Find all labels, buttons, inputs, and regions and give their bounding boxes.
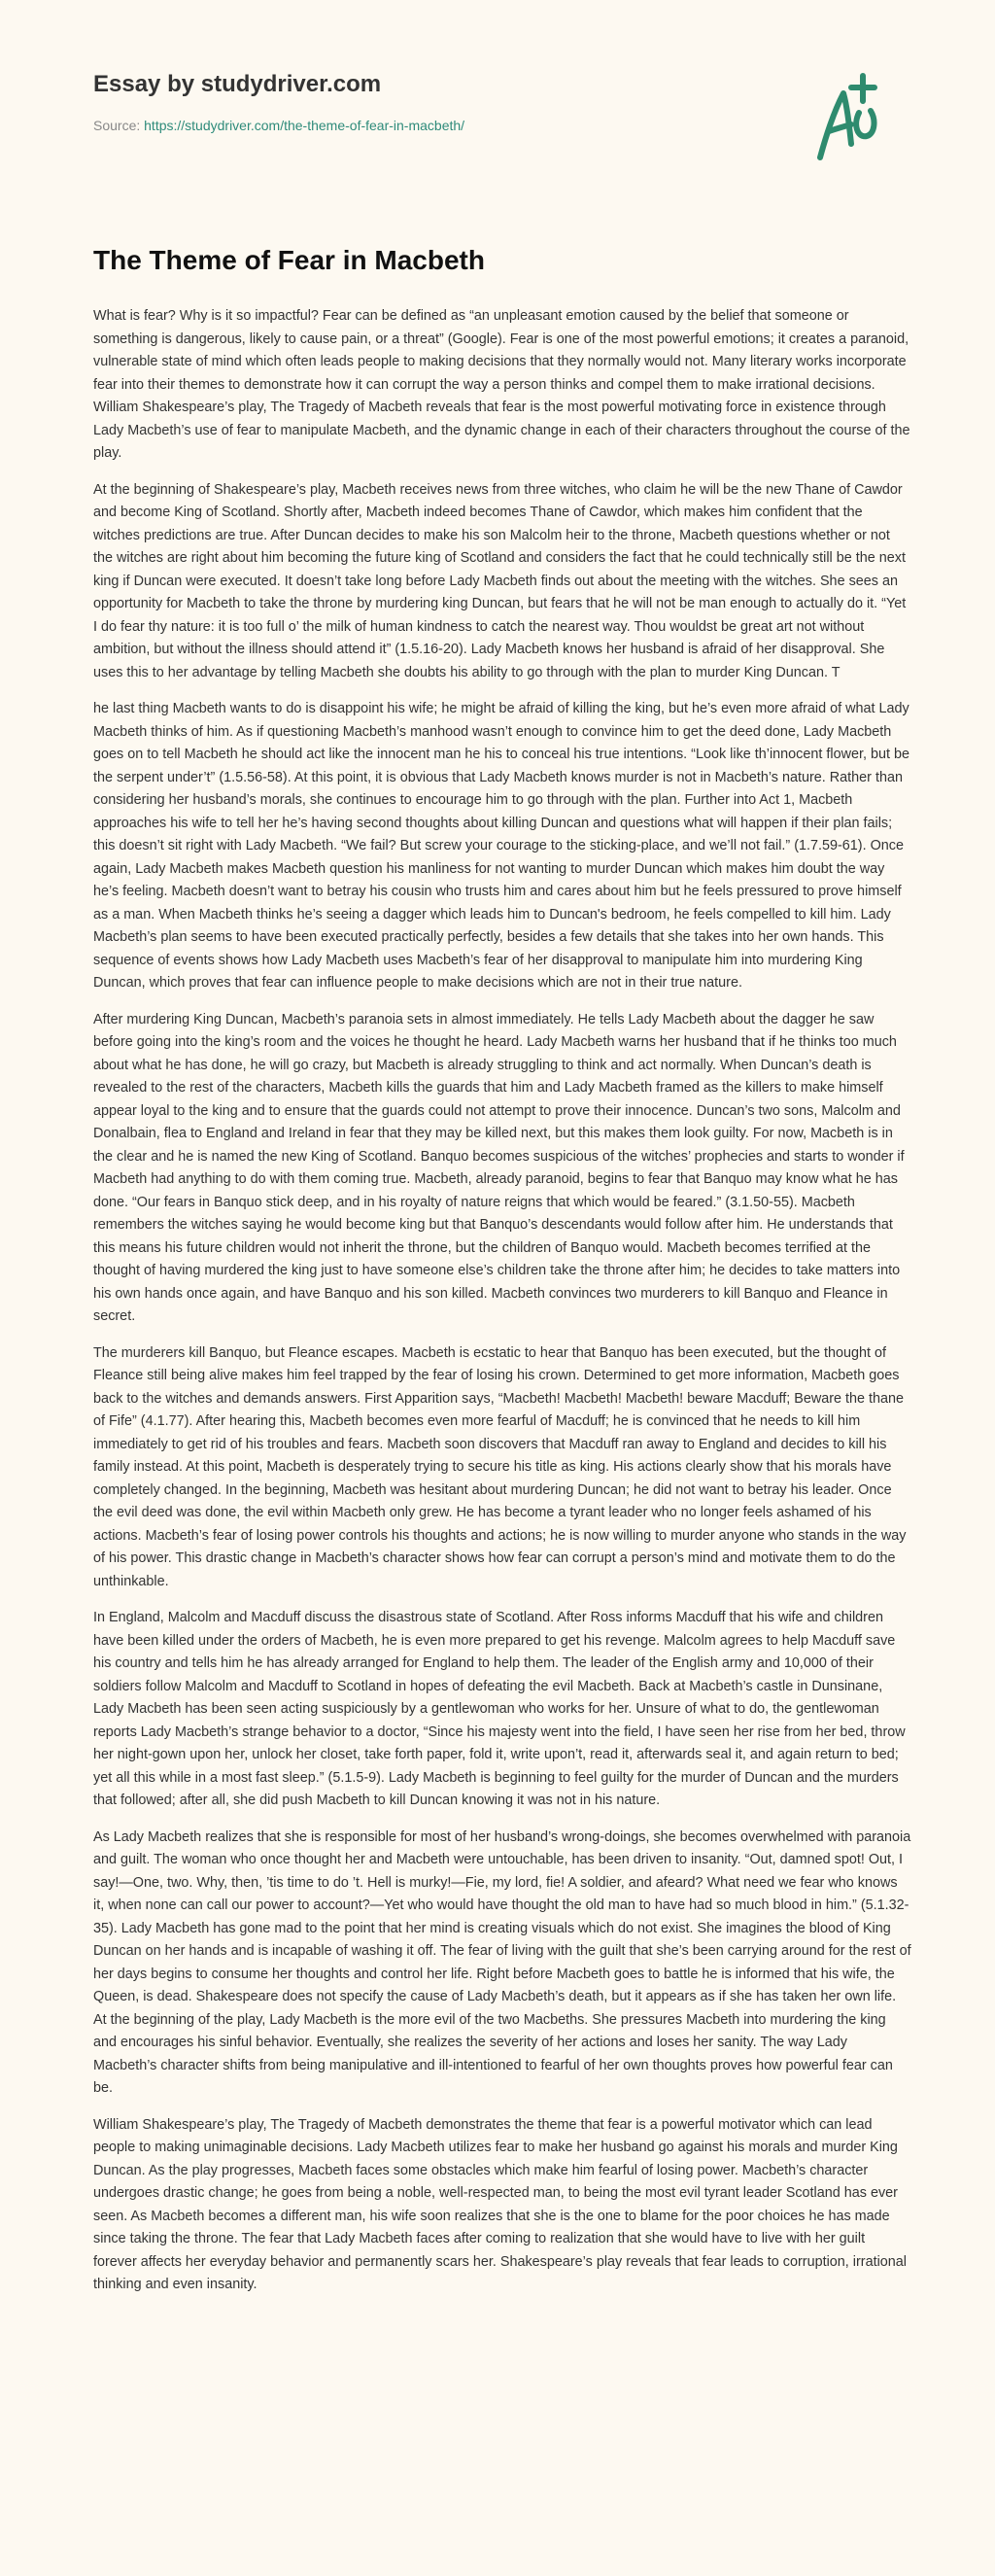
source-link[interactable]: https://studydriver.com/the-theme-of-fear-in-macbeth/ xyxy=(144,118,465,133)
source-label: Source: xyxy=(93,118,145,133)
essay-paragraph: William Shakespeare’s play, The Tragedy of Macbeth demonstrates the theme that fear is a powerful motivator which can lead people to making unimaginable decisions. Lady Macbeth utilizes fear to make her husband go against his morals and murder King Duncan. As the play progresses, Macbeth faces some obstacles which make him fearful of losing power. Macbeth’s character undergoes drastic change; he goes from being a noble, well-respected man, to being the most evil tyrant leader Scotland has ever seen. As Macbeth becomes a different man, his wife soon realizes that she is the one to blame for the poor choices he has made since taking the throne. The fear that Lady Macbeth faces after coming to realization that she would have to live with her guilt forever affects her everyday behavior and permanently scars her. Shakespeare’s play reveals that fear leads to corruption, irrational thinking and even insanity. xyxy=(93,2116,907,2292)
source-line xyxy=(93,118,464,133)
site-title: Essay by studydriver.com xyxy=(93,71,382,97)
essay-paragraph: As Lady Macbeth realizes that she is responsible for most of her husband’s wrong-doings, she becomes overwhelmed with paranoia and guilt. The woman who once thought her and Macbeth were untouchable, has been driven to insanity. “Out, damned spot! Out, I say!—One, two. Why, then, ’tis time to do ’t. Hell is murky!—Fie, my lord, fie! A soldier, and afeard? What need we fear who knows it, when none can call our power to account?—Yet who would have thought the old man to have had so much blood in him.” (5.1.32-35). Lady Macbeth has gone mad to the point that her mind is creating visuals which do not exist. She imagines the blood of King Duncan on her hands and is incapable of washing it off. The fear of living with the guilt that she’s been carrying around for the rest of her days begins to consume her thoughts and control her life. Right before Macbeth goes to battle he is informed that his wife, the Queen, is dead. Shakespeare does not specify the cause of Lady Macbeth’s death, but it appears as if she has taken her own life. At the beginning of the play, Lady Macbeth is the more evil of the two Macbeths. She pressures Macbeth into murdering the king and encourages his sinful behavior. Eventually, she realizes the severity of her actions and loses her sanity. The way Lady Macbeth’s character shifts from being manipulative and ill-intentioned to fearful of her own thoughts proves how powerful fear can be. xyxy=(93,1828,911,2096)
essay-article xyxy=(93,243,911,2311)
essay-paragraph: In England, Malcolm and Macduff discuss the disastrous state of Scotland. After Ross informs Macduff that his wife and children have been killed under the orders of Macbeth, he is even more prepared to get his revenge. Malcolm agrees to help Macduff save his country and tells him he has already arranged for England to help them. The leader of the English army and 10,000 of their soldiers follow Malcolm and Macduff to Scotland in hopes of defeating the evil Macbeth. Back at Macbeth’s castle in Dunsinane, Lady Macbeth has been seen acting suspiciously by a gentlewoman who works for her. Unsure of what to do, the gentlewoman reports Lady Macbeth’s strange behavior to a doctor, “Since his majesty went into the field, I have seen her rise from her bed, throw her night-gown upon her, unlock her closet, take forth paper, fold it, write upon’t, read it, afterwards seal it, and again return to bed; yet all this while in a most fast sleep.” (5.1.5-9). Lady Macbeth is beginning to feel guilty for the murder of Duncan and the murders that followed; after all, she did push Macbeth to kill Duncan knowing it was not in his nature. xyxy=(93,1610,906,1808)
essay-paragraph: What is fear? Why is it so impactful? Fear can be defined as “an unpleasant emotion caused by the belief that someone or something is dangerous, likely to cause pain, or a threat” (Google). Fear is one of the most powerful emotions; it creates a paranoid, vulnerable state of mind which often leads people to making decisions that they normally would not. Many literary works incorporate fear into their themes to demonstrate how it can corrupt the way a person thinks and compel them to make irrational decisions. William Shakespeare’s play, The Tragedy of Macbeth reveals that fear is the most powerful motivating force in existence through Lady Macbeth’s use of fear to manipulate Macbeth, and the dynamic change in each of their characters throughout the course of the play. xyxy=(93,308,910,461)
essay-paragraph: At the beginning of Shakespeare’s play, Macbeth receives news from three witches, who claim he will be the new Thane of Cawdor and become King of Scotland. Shortly after, Macbeth indeed becomes Thane of Cawdor, which makes him confident that the witches predictions are true. After Duncan decides to make his son Malcolm heir to the throne, Macbeth questions whether or not the witches are right about him becoming the future king of Scotland and considers the fact that he could technically still be the next king if Duncan were executed. It doesn’t take long before Lady Macbeth finds out about the meeting with the witches. She sees an opportunity for Macbeth to take the throne by murdering king Duncan, but fears that he will not be man enough to actually do it. “Yet I do fear thy nature: it is too full o’ the milk of human kindness to catch the nearest way. Thou wouldst be great art not without ambition, but without the illness should attend it” (1.5.16-20). Lady Macbeth knows her husband is afraid of her disapproval. She uses this to her advantage by telling Macbeth she doubts his ability to go through with the plan to murder King Duncan. T xyxy=(93,481,907,680)
essay-paragraph: he last thing Macbeth wants to do is disappoint his wife; he might be afraid of killing the king, but he’s even more afraid of what Lady Macbeth thinks of him. As if questioning Macbeth’s manhood wasn’t enough to convince him to get the deed done, Lady Macbeth goes on to tell Macbeth he should act like the innocent man he his to conceal his true intentions. “Look like th’innocent flower, but be the serpent under’t” (1.5.56-58). At this point, it is obvious that Lady Macbeth knows murder is not in Macbeth’s nature. Rather than considering her husband’s morals, she continues to encourage him to go through with the plan. Further into Act 1, Macbeth approaches his wife to tell her he’s having second thoughts about killing Duncan and questions what will happen if their plan fails; this doesn’t sit right with Lady Macbeth. “We fail? But screw your courage to the sticking-place, and we’ll not fail.” (1.7.59-61). Once again, Lady Macbeth makes Macbeth question his manliness for not wanting to murder Duncan which makes him doubt the way he’s feeling. Macbeth doesn’t want to betray his cousin who trusts him and cares about him but he feels pressured to prove himself as a man. When Macbeth thinks he’s seeing a dagger which leads him to Duncan's bedroom, he feels compelled to kill him. Lady Macbeth’s plan seems to have been executed practically perfectly, besides a few details that she takes into her own hands. This sequence of events shows how Lady Macbeth uses Macbeth’s fear of her disapproval to manipulate him into murdering King Duncan, which proves that fear can influence people to make decisions which are not in their true nature. xyxy=(93,701,909,991)
essay-paragraph: The murderers kill Banquo, but Fleance escapes. Macbeth is ecstatic to hear that Banquo has been executed, but the thought of Fleance still being alive makes him feel trapped by the fear of losing his crown. Determined to get more information, Macbeth goes back to the witches and demands answers. First Apparition says, “Macbeth! Macbeth! Macbeth! beware Macduff; Beware the thane of Fife” (4.1.77). After hearing this, Macbeth becomes even more fearful of Macduff; he is convinced that he needs to kill him immediately to get rid of his troubles and fears. Macbeth soon discovers that Macduff ran away to England and decides to kill his family instead. At this point, Macbeth is desperately trying to secure his title as king. His actions clearly show that his morals have completely changed. In the beginning, Macbeth was hesitant about murdering Duncan; he did not want to betray his leader. Once the evil deed was done, the evil within Macbeth only grew. He has become a tyrant leader who no longer feels ashamed of his actions. Macbeth’s fear of losing power controls his thoughts and actions; he is now willing to murder anyone who stands in the way of his power. This drastic change in Macbeth’s character shows how fear can corrupt a person’s mind and motivate them to do the unthinkable. xyxy=(93,1344,907,1589)
header xyxy=(93,68,902,175)
a-plus-logo-icon xyxy=(814,68,882,165)
essay-title: The Theme of Fear in Macbeth xyxy=(93,245,485,275)
essay-paragraph: After murdering King Duncan, Macbeth’s paranoia sets in almost immediately. He tells Lady Macbeth about the dagger he saw before going into the king’s room and the voices he thought he heard. Lady Macbeth warns her husband that if he thinks too much about what he has done, he will go crazy, but Macbeth is already struggling to think and act normally. When Duncan’s death is revealed to the rest of the characters, Macbeth kills the guards that him and Lady Macbeth framed as the killers to make himself appear loyal to the king and to ensure that the guards could not attempt to prove their innocence. Duncan’s two sons, Malcolm and Donalbain, flea to England and Ireland in fear that they may be killed next, but this makes them look guilty. For now, Macbeth is in the clear and he is named the new King of Scotland. Banquo becomes suspicious of the witches’ prophecies and starts to wonder if Macbeth had anything to do with them coming true. Macbeth, already paranoid, begins to fear that Banquo may know what he has done. “Our fears in Banquo stick deep, and in his royalty of nature reigns that which would be feared.” (3.1.50-55). Macbeth remembers the witches saying he would become king but that Banquo’s descendants would follow after him. He understands that this means his future children would not inherit the throne, but the children of Banquo would. Macbeth becomes terrified at the thought of having murdered the king just to have someone else’s children take the throne after him; he decides to take matters into his own hands once again, and have Banquo and his son killed. Macbeth convinces two murderers to kill Banquo and Fleance in secret. xyxy=(93,1011,905,1324)
